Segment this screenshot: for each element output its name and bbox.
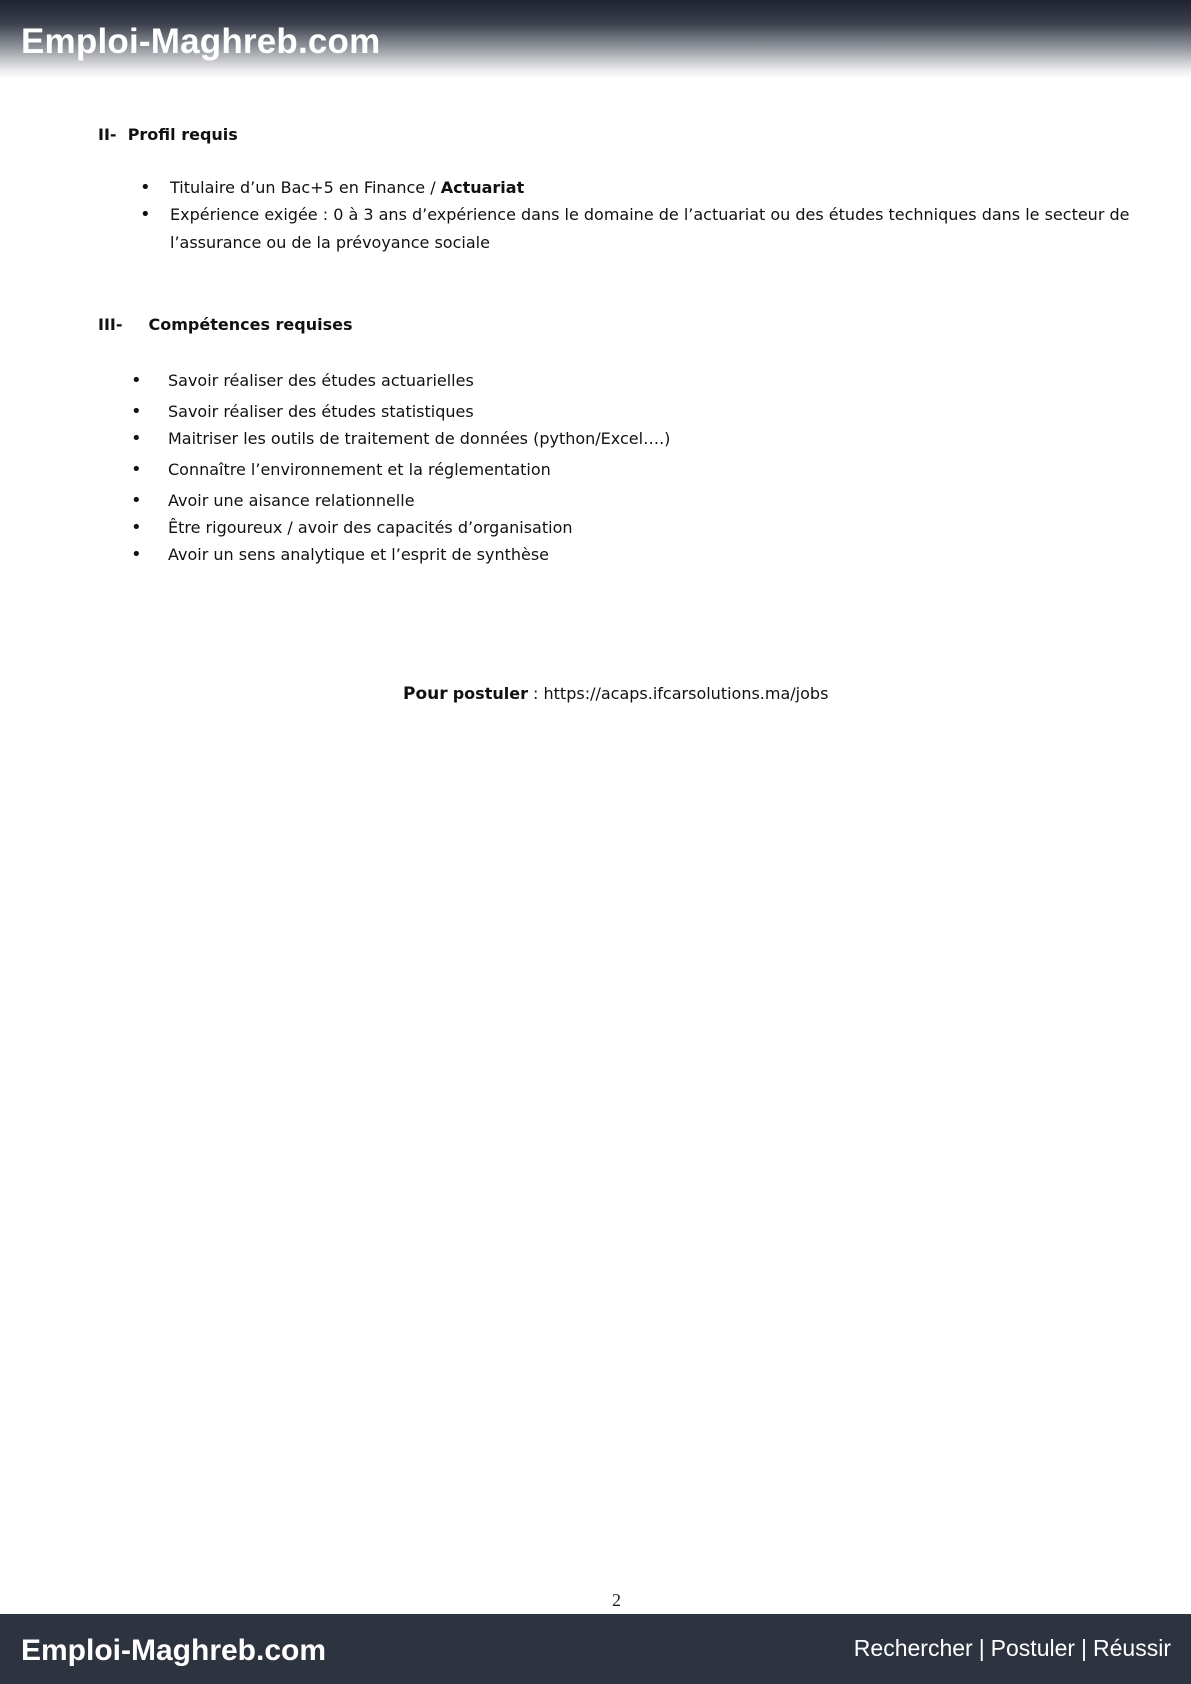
list-item <box>131 402 1031 429</box>
list-item <box>140 178 1140 205</box>
bullet-icon: • <box>140 177 151 198</box>
section-number: III- <box>98 315 123 334</box>
bullet-icon: • <box>140 204 151 225</box>
list-item-bold-text: Actuariat <box>440 178 525 197</box>
list-item-text: Connaître l’environnement et la réglementation <box>168 460 551 479</box>
bullet-icon: • <box>131 517 142 538</box>
top-banner <box>0 0 1191 78</box>
apply-line <box>403 684 828 704</box>
footer-nav <box>854 1635 1171 1662</box>
list-item <box>140 205 1140 261</box>
section-heading-competences <box>98 315 353 334</box>
apply-separator: : <box>527 684 544 703</box>
list-item <box>131 371 1031 402</box>
list-item-text: Être rigoureux / avoir des capacités d’organisation <box>168 518 573 537</box>
footer-nav-rechercher[interactable]: Rechercher <box>853 1635 973 1661</box>
apply-label-first: Pour <box>403 684 448 704</box>
profil-list <box>140 178 1140 261</box>
apply-link[interactable]: https://acaps.ifcarsolutions.ma/jobs <box>543 684 829 703</box>
list-item-text: Expérience exigée : 0 à 3 ans d’expérience dans le domaine de l’actuariat ou des études techniques dans le secteur de <box>170 205 1130 224</box>
bullet-icon: • <box>131 490 142 511</box>
list-item-text: Maitriser les outils de traitement de données (python/Excel….) <box>168 429 671 448</box>
list-item-text: Avoir un sens analytique et l’esprit de synthèse <box>168 545 550 564</box>
bullet-icon: • <box>131 459 142 480</box>
competences-list <box>131 371 1031 572</box>
page-number: 2 <box>612 1590 621 1610</box>
section-heading-profil <box>98 125 238 144</box>
footer-nav-separator: | <box>978 1635 985 1661</box>
list-item <box>131 460 1031 491</box>
footer-nav-separator: | <box>1081 1635 1088 1661</box>
section-title: Profil requis <box>127 125 238 144</box>
apply-label-rest: postuler <box>452 684 528 703</box>
list-item-text: Titulaire d’un Bac+5 en Finance / <box>170 178 441 197</box>
section-title: Compétences requises <box>148 315 353 334</box>
bullet-icon: • <box>131 428 142 449</box>
list-item-text-continued: l’assurance ou de la prévoyance sociale <box>170 233 490 252</box>
list-item <box>131 518 1031 545</box>
bullet-icon: • <box>131 544 142 565</box>
bullet-icon: • <box>131 401 142 422</box>
header-brand[interactable]: Emploi-Maghreb.com <box>21 22 381 61</box>
bullet-icon: • <box>131 370 142 391</box>
list-item <box>131 491 1031 518</box>
list-item-text: Savoir réaliser des études statistiques <box>168 402 474 421</box>
section-number: II- <box>98 125 117 144</box>
bottom-banner <box>0 1614 1191 1684</box>
footer-nav-postuler[interactable]: Postuler <box>990 1635 1076 1661</box>
list-item <box>131 545 1031 572</box>
list-item-text: Savoir réaliser des études actuarielles <box>168 371 474 390</box>
footer-nav-reussir[interactable]: Réussir <box>1093 1635 1171 1661</box>
list-item <box>131 429 1031 460</box>
footer-brand[interactable]: Emploi-Maghreb.com <box>21 1634 327 1667</box>
list-item-text: Avoir une aisance relationnelle <box>168 491 415 510</box>
